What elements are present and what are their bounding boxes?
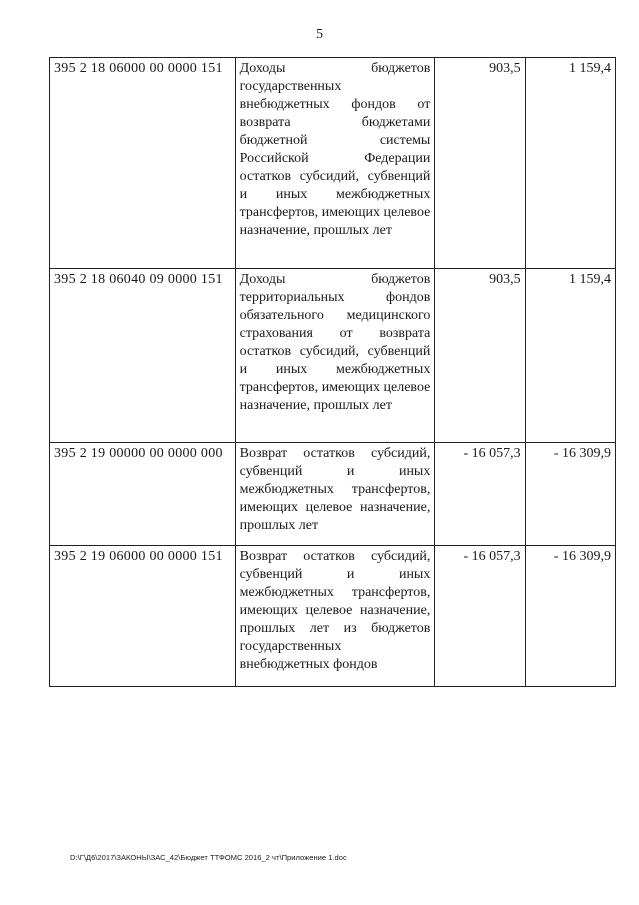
- value-2-cell: - 16 309,9: [525, 443, 615, 546]
- budget-table: [49, 57, 616, 687]
- table-row: [50, 546, 616, 687]
- footer-file-path: D:\Г\Д6\2017\ЗАКОНЫ\ЗАС_42\Бюджет ТТФОМС 2016_2 чт\Приложение 1.doc: [70, 853, 347, 862]
- budget-code-cell: 395 2 18 06000 00 0000 151: [50, 58, 236, 269]
- value-1-cell: - 16 057,3: [435, 443, 525, 546]
- budget-code-cell: 395 2 18 06040 09 0000 151: [50, 269, 236, 443]
- table-row: [50, 58, 616, 269]
- table-row: [50, 443, 616, 546]
- table-row: [50, 269, 616, 443]
- budget-code-cell: 395 2 19 00000 00 0000 000: [50, 443, 236, 546]
- value-1-cell: 903,5: [435, 269, 525, 443]
- value-1-cell: 903,5: [435, 58, 525, 269]
- description-cell: Возврат остатков субсидий, субвенций и иных межбюджетных трансфертов, имеющих целевое назначение, прошлых лет из бюджетов государственных внебюджетных фондов: [235, 546, 435, 687]
- budget-code-cell: 395 2 19 06000 00 0000 151: [50, 546, 236, 687]
- value-1-cell: - 16 057,3: [435, 546, 525, 687]
- value-2-cell: 1 159,4: [525, 58, 615, 269]
- page-number: 5: [316, 27, 323, 42]
- description-cell: Доходы бюджетов государственных внебюджетных фондов от возврата бюджетами бюджетной системы Российской Федерации остатков субсидий, субвенций и иных межбюджетных трансфертов, имеющих целевое назначение, прошлых лет: [235, 58, 435, 269]
- value-2-cell: 1 159,4: [525, 269, 615, 443]
- description-cell: Возврат остатков субсидий, субвенций и иных межбюджетных трансфертов, имеющих целевое назначение, прошлых лет: [235, 443, 435, 546]
- value-2-cell: - 16 309,9: [525, 546, 615, 687]
- description-cell: Доходы бюджетов территориальных фондов обязательного медицинского страхования от возврата остатков субсидий, субвенций и иных межбюджетных трансфертов, имеющих целевое назначение, прошлых лет: [235, 269, 435, 443]
